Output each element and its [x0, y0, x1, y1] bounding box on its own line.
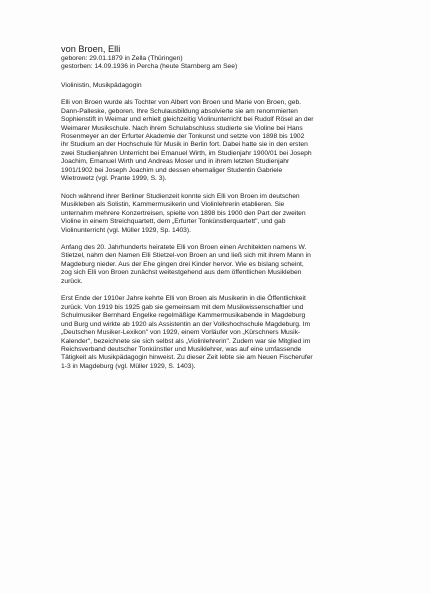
person-name: von Broen, Elli [61, 44, 121, 54]
profession: Violinistin, Musikpädagogin [61, 81, 142, 89]
paragraph-2: Noch während ihrer Berliner Studienzeit konnte sich Elli von Broen im deutschen Musikleben als Solistin, Kammermusikerin und Violinlehrerin etablieren. Sie unternahm mehrere Konzertreisen, spielte von 1898 bis 1900 den Part der zweiten Violine in einem Streichquartett, dem „Erfurter Tonkünstlerquartett", und gab Violinunterricht (vgl. Müller 1929, Sp. 1403). [61, 192, 306, 234]
paragraph-3: Anfang des 20. Jahrhunderts heiratete Elli von Broen einen Architekten namens W. Stietzel, nahm den Namen Elli Stietzel-von Broen an und ließ sich mit ihrem Mann in Magdeburg nieder. Aus der Ehe gingen drei Kinder hervor. Wie es bislang scheint, zog sich Elli von Broen zunächst weitestgehend aus dem öffentlichen Musikleben zurück. [61, 244, 311, 285]
document-body [61, 44, 391, 371]
birth-info: geboren: 29.01.1879 in Zella (Thüringen) [61, 55, 183, 62]
paragraph-4: Erst Ende der 1910er Jahre kehrte Elli von Broen als Musikerin in die Öffentlichkeit zurück. Von 1919 bis 1925 gab sie gemeinsam mit dem Musikwissenschaftler und Schulmusiker Bernhard Engelke regelmäßige Kammermusikabende in Magdeburg und Burg und wirkte ab 1920 als Assistentin an der Volkshochschule Magdeburg. Im „Deutschen Musiker-Lexikon" von 1929, einem Vorläufer von „Kürschners Musik- Kalender", bezeichnete sie sich selbst als „Violinlehrerin". Zudem war sie Mitglied im Reichsverband deutscher Tonkünstler und Musiklehrer, was auf eine umfassende Tätigkeit als Musikpädagogin hinweist. Zu dieser Zeit lebte sie am Neuen Fischerufer 1-3 in Magdeburg (vgl. Müller 1929, S. 1403). [61, 295, 313, 370]
death-info: gestorben: 14.09.1936 in Percha (heute Starnberg am See) [61, 63, 238, 71]
paragraph-1: Elli von Broen wurde als Tochter von Albert von Broen und Marie von Broen, geb. Dann-Palleske, geboren. Ihre Schulausbildung absolvierte sie am renommierten Sophienstift in Weimar und erhielt gleichzeitig Violinunterricht bei Rudolf Rösel an der Weimarer Musikschule. Nach ihrem Schulabschluss studierte sie Violine bei Hans Rosenmeyer an der Erfurter Akademie der Tonkunst und setzte von 1898 bis 1902 ihr Studium an der Hochschule für Musik in Berlin fort. Dabei hatte sie in den ersten zwei Studienjahren Unterricht bei Emanuel Wirth, im Studienjahr 1900/01 bei Joseph Joachim, Emanuel Wirth und Andreas Moser und in ihrem letzten Studienjahr 1901/1902 bei Joseph Joachim und dessen ehemaliger Studentin Gabriele Wietrowetz (vgl. Prante 1999, S. 3). [61, 99, 314, 183]
